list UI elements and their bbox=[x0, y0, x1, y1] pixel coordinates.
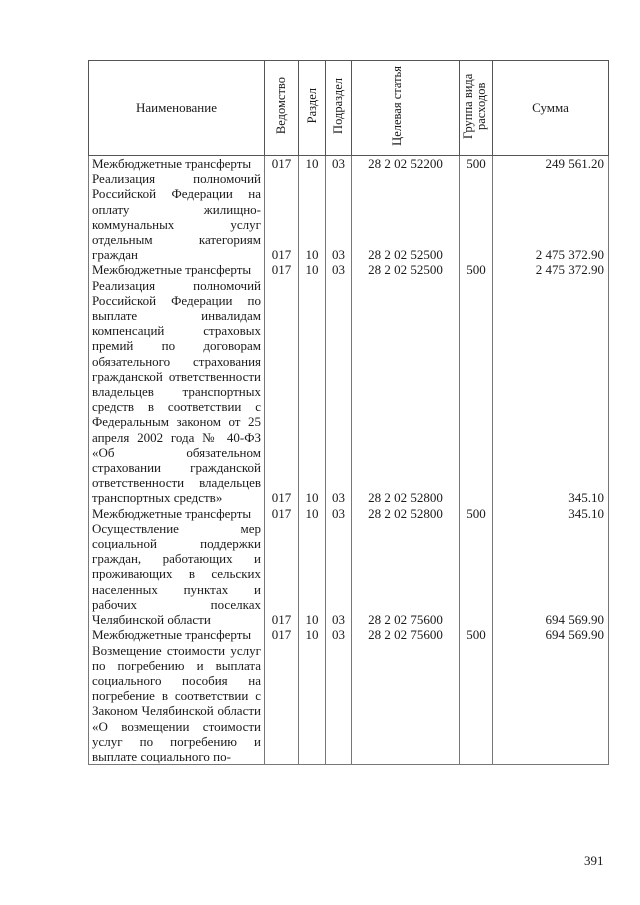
table-row bbox=[89, 171, 609, 262]
table-row bbox=[89, 627, 609, 642]
table-row bbox=[89, 643, 609, 765]
row-celevaya: 28 2 02 52200 bbox=[352, 156, 460, 172]
row-razdel bbox=[299, 643, 326, 765]
row-razdel: 10 bbox=[299, 521, 326, 627]
row-gruppa bbox=[460, 171, 493, 262]
table-row bbox=[89, 156, 609, 172]
row-name: Межбюджетные трансферты bbox=[89, 262, 265, 277]
row-summa: 345.10 bbox=[493, 278, 609, 506]
table-row bbox=[89, 521, 609, 627]
row-razdel: 10 bbox=[299, 171, 326, 262]
row-vedomstvo: 017 bbox=[265, 506, 299, 521]
row-vedomstvo: 017 bbox=[265, 278, 299, 506]
row-name: Межбюджетные трансферты bbox=[89, 506, 265, 521]
row-vedomstvo: 017 bbox=[265, 171, 299, 262]
table-header-row bbox=[89, 61, 609, 156]
row-celevaya: 28 2 02 52800 bbox=[352, 506, 460, 521]
row-celevaya: 28 2 02 75600 bbox=[352, 627, 460, 642]
table-row bbox=[89, 278, 609, 506]
row-name: Межбюджетные трансферты bbox=[89, 627, 265, 642]
row-name: Реализация полномочий Российской Федерации на оплату жилищно-коммунальных услуг отдельным категориям граждан bbox=[89, 171, 265, 262]
row-name: Возмещение стоимости услуг по погребению и выплата социального пособия на погребение в соответствии с Законом Челябинской области «О возмещении стоимости услуг по погребению и выплате социального по- bbox=[89, 643, 265, 765]
header-vedomstvo bbox=[265, 61, 299, 156]
header-podrazdel-label: Подраздел bbox=[331, 78, 345, 134]
budget-table bbox=[88, 60, 609, 765]
row-summa bbox=[493, 643, 609, 765]
row-celevaya bbox=[352, 643, 460, 765]
row-summa: 345.10 bbox=[493, 506, 609, 521]
row-razdel: 10 bbox=[299, 262, 326, 277]
header-razdel bbox=[299, 61, 326, 156]
table-row bbox=[89, 506, 609, 521]
row-celevaya: 28 2 02 52500 bbox=[352, 171, 460, 262]
row-podrazdel bbox=[326, 643, 352, 765]
header-razdel-label: Раздел bbox=[304, 88, 319, 124]
row-vedomstvo: 017 bbox=[265, 521, 299, 627]
row-celevaya: 28 2 02 52500 bbox=[352, 262, 460, 277]
row-name: Осуществление мер социальной поддержки граждан, работающих и проживающих в сельских населенных пунктах и рабочих поселках Челябинской области bbox=[89, 521, 265, 627]
header-vedomstvo-label: Ведомство bbox=[274, 77, 288, 135]
row-razdel: 10 bbox=[299, 506, 326, 521]
row-podrazdel: 03 bbox=[326, 521, 352, 627]
row-name: Межбюджетные трансферты bbox=[89, 156, 265, 172]
row-gruppa: 500 bbox=[460, 506, 493, 521]
row-podrazdel: 03 bbox=[326, 262, 352, 277]
row-gruppa bbox=[460, 643, 493, 765]
row-vedomstvo: 017 bbox=[265, 627, 299, 642]
row-gruppa: 500 bbox=[460, 627, 493, 642]
row-gruppa bbox=[460, 521, 493, 627]
row-summa: 694 569.90 bbox=[493, 627, 609, 642]
header-celevaya-statya bbox=[352, 61, 460, 156]
header-celevaya-label: Целевая статья bbox=[389, 66, 404, 146]
table-row bbox=[89, 262, 609, 277]
row-gruppa: 500 bbox=[460, 156, 493, 172]
row-vedomstvo: 017 bbox=[265, 262, 299, 277]
row-summa: 2 475 372.90 bbox=[493, 262, 609, 277]
row-razdel: 10 bbox=[299, 278, 326, 506]
header-gruppa-label: Группа вида расходов bbox=[461, 73, 488, 139]
row-summa: 2 475 372.90 bbox=[493, 171, 609, 262]
page-number: 391 bbox=[584, 853, 604, 868]
header-gruppa-vida bbox=[460, 61, 493, 156]
row-gruppa: 500 bbox=[460, 262, 493, 277]
row-name: Реализация полномочий Российской Федерации по выплате инвалидам компенсаций страховых премий по договорам обязательного страхования гражданской ответственности владельцев транспортных средств в соответствии с Федеральным законом от 25 апреля 2002 года № 40-ФЗ «Об обязательном страховании гражданской ответственности владельцев транспортных средств» bbox=[89, 278, 265, 506]
row-podrazdel: 03 bbox=[326, 156, 352, 172]
row-razdel: 10 bbox=[299, 627, 326, 642]
header-podrazdel bbox=[326, 61, 352, 156]
row-podrazdel: 03 bbox=[326, 506, 352, 521]
row-podrazdel: 03 bbox=[326, 171, 352, 262]
row-celevaya: 28 2 02 75600 bbox=[352, 521, 460, 627]
header-summa: Сумма bbox=[493, 61, 609, 156]
row-podrazdel: 03 bbox=[326, 278, 352, 506]
row-vedomstvo bbox=[265, 643, 299, 765]
row-podrazdel: 03 bbox=[326, 627, 352, 642]
row-razdel: 10 bbox=[299, 156, 326, 172]
row-summa: 694 569.90 bbox=[493, 521, 609, 627]
row-gruppa bbox=[460, 278, 493, 506]
row-summa: 249 561.20 bbox=[493, 156, 609, 172]
row-celevaya: 28 2 02 52800 bbox=[352, 278, 460, 506]
header-name: Наименование bbox=[89, 61, 265, 156]
row-vedomstvo: 017 bbox=[265, 156, 299, 172]
